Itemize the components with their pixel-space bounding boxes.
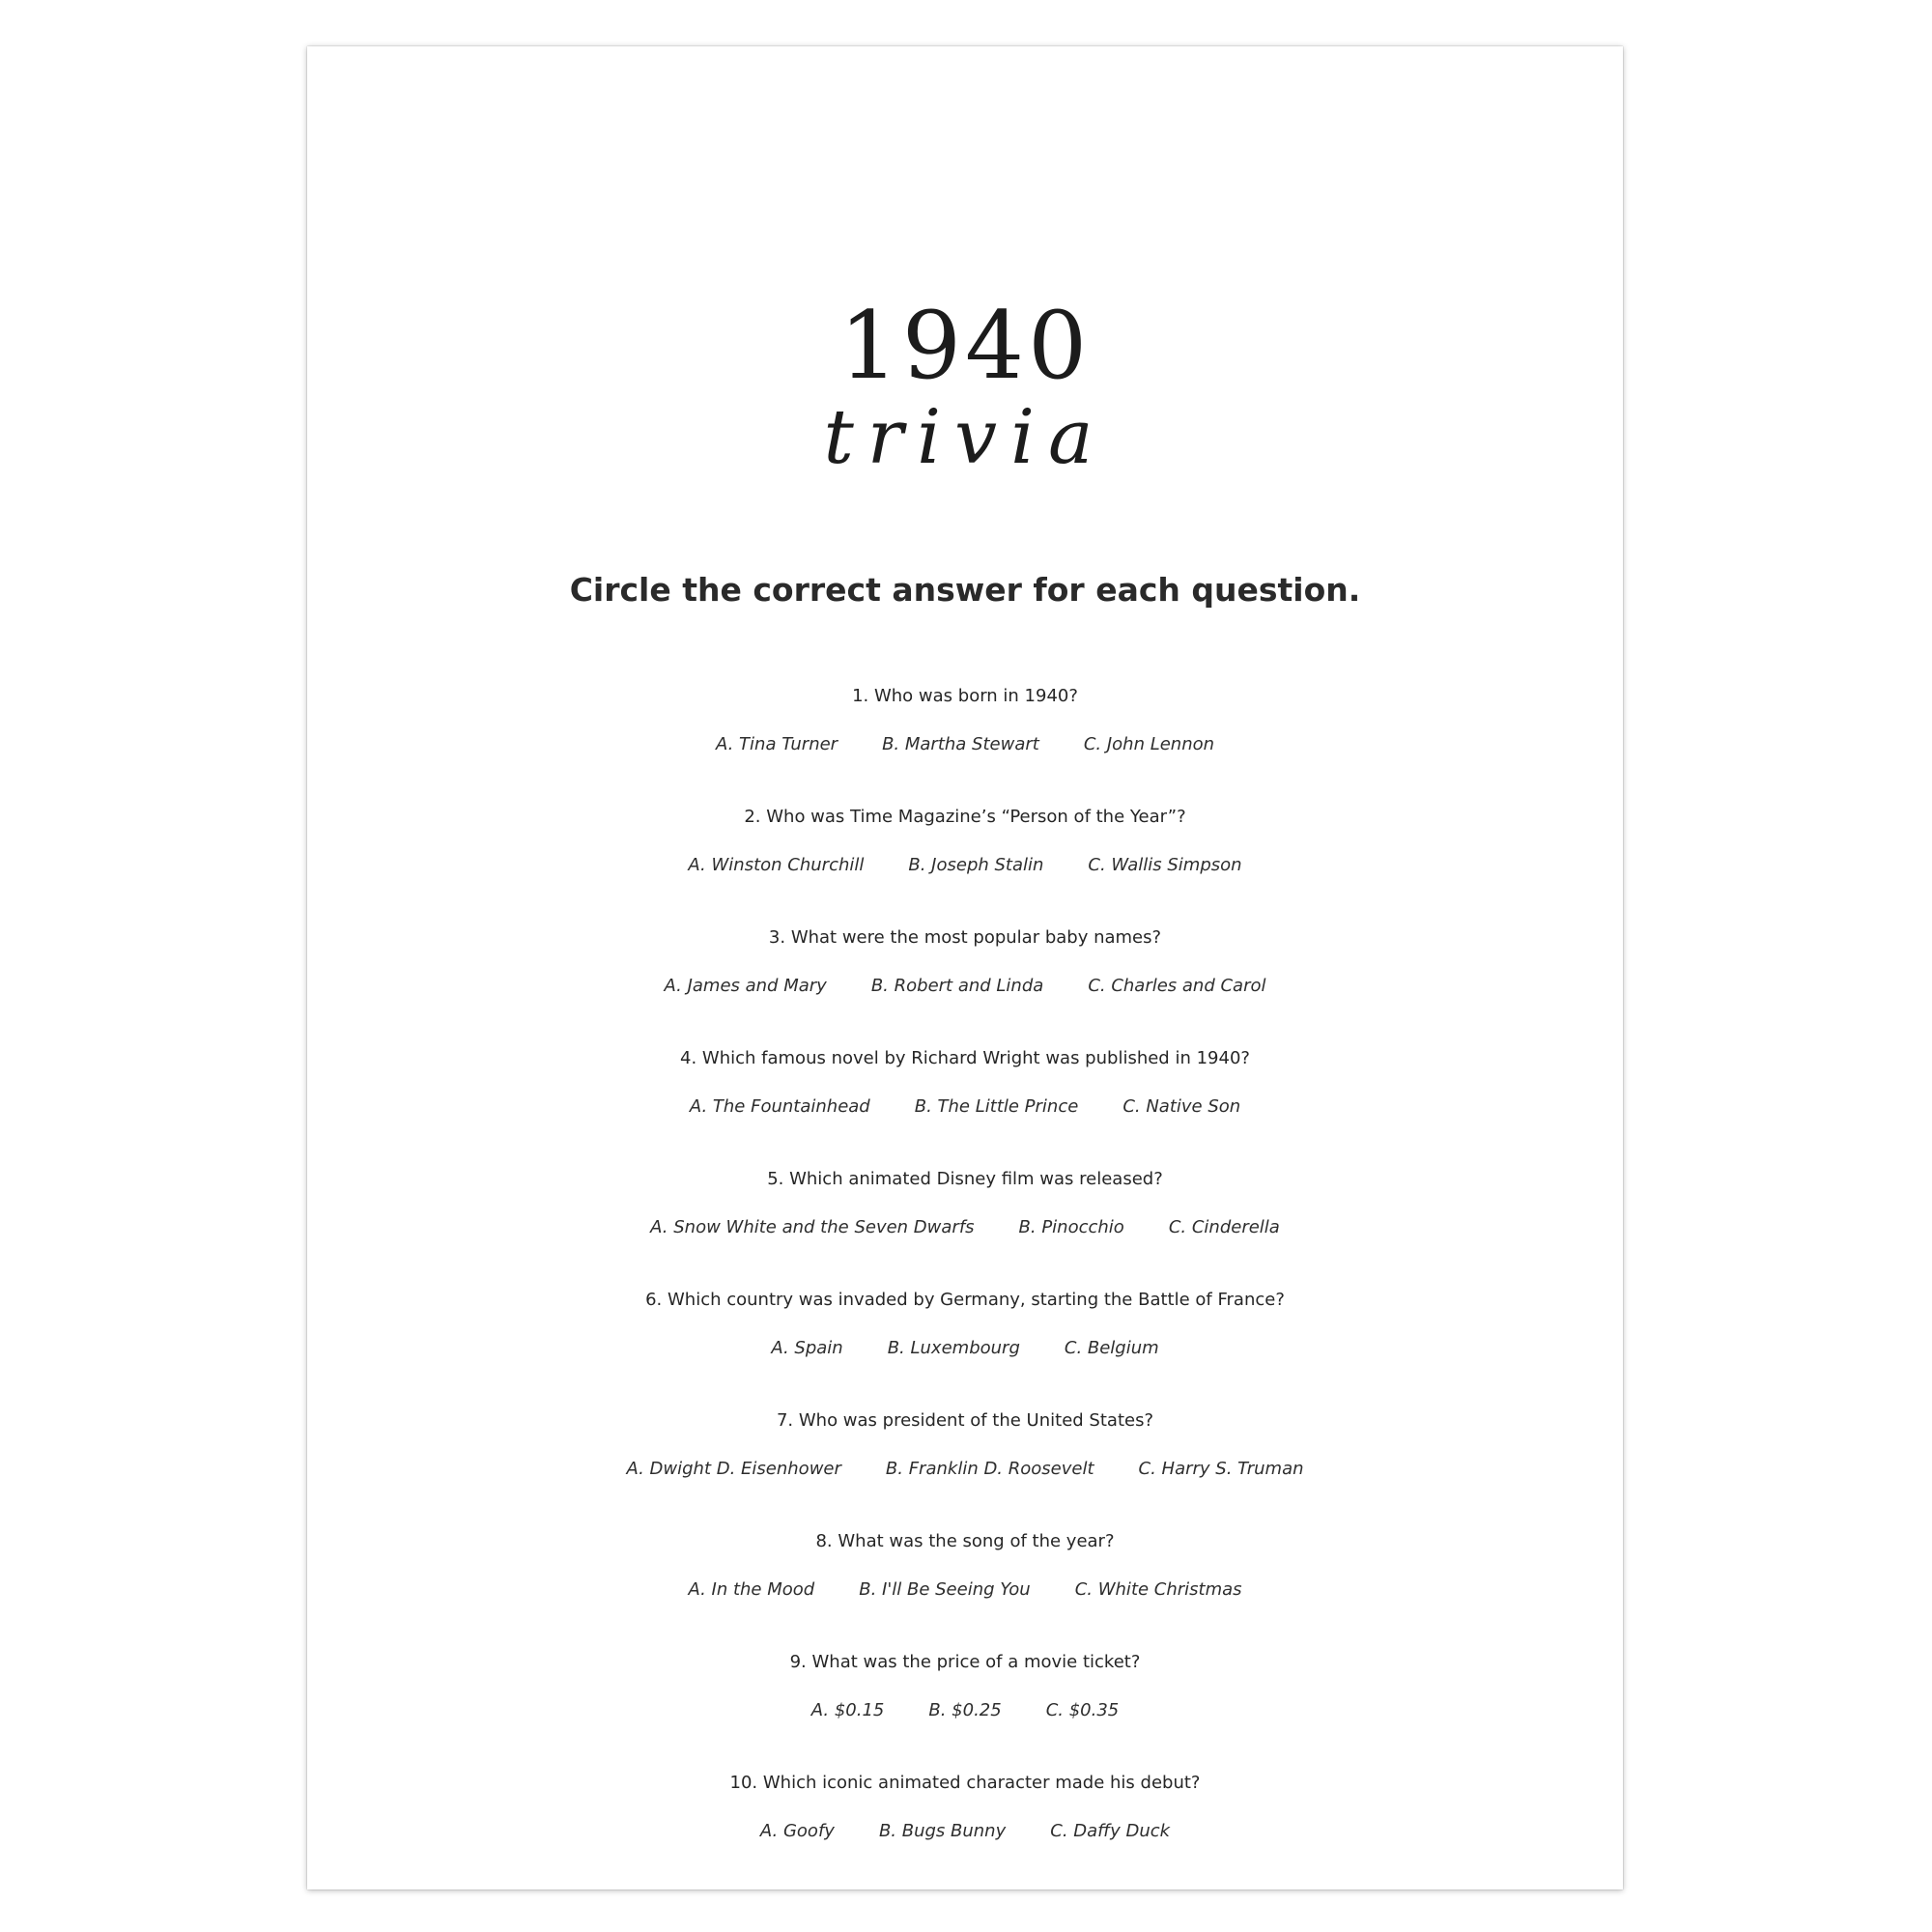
- answer-row: [307, 1083, 1623, 1131]
- question-text: 9. What was the price of a movie ticket?: [789, 1652, 1141, 1672]
- answer-option[interactable]: C. Daffy Duck: [1050, 1821, 1171, 1841]
- answer-row: [307, 1324, 1623, 1373]
- question-text: 6. Which country was invaded by Germany, starting the Battle of France?: [645, 1290, 1285, 1310]
- question-text: 7. Who was president of the United States?: [776, 1410, 1154, 1431]
- question-6: [307, 1276, 1623, 1397]
- answer-option[interactable]: A. Winston Churchill: [688, 855, 865, 875]
- answer-option[interactable]: B. Bugs Bunny: [878, 1821, 1007, 1841]
- answer-row: [307, 841, 1623, 890]
- answer-option[interactable]: B. Joseph Stalin: [908, 855, 1044, 875]
- answer-option[interactable]: C. Belgium: [1064, 1338, 1159, 1358]
- answer-row: [307, 721, 1623, 769]
- answer-row: [307, 1445, 1623, 1493]
- question-text: 10. Which iconic animated character made his debut?: [729, 1773, 1201, 1793]
- answer-option[interactable]: B. Robert and Linda: [870, 976, 1044, 996]
- question-text: 2. Who was Time Magazine’s “Person of the Year”?: [744, 807, 1186, 827]
- instructions: Circle the correct answer for each question.: [569, 571, 1361, 609]
- question-4: [307, 1035, 1623, 1155]
- question-3: [307, 914, 1623, 1035]
- answer-option[interactable]: A. The Fountainhead: [689, 1096, 870, 1117]
- question-text: 8. What was the song of the year?: [815, 1531, 1115, 1551]
- question-list: [307, 672, 1623, 1880]
- answer-option[interactable]: A. Snow White and the Seven Dwarfs: [650, 1217, 975, 1237]
- answer-option[interactable]: B. I'll Be Seeing You: [859, 1579, 1031, 1600]
- answer-row: [307, 1687, 1623, 1735]
- title-year: 1940: [838, 292, 1092, 400]
- answer-option[interactable]: C. Harry S. Truman: [1138, 1459, 1304, 1479]
- title-script: trivia: [823, 394, 1107, 481]
- answer-option[interactable]: C. $0.35: [1045, 1700, 1120, 1720]
- answer-option[interactable]: A. In the Mood: [688, 1579, 815, 1600]
- answer-option[interactable]: B. Martha Stewart: [882, 734, 1039, 754]
- answer-option[interactable]: A. $0.15: [810, 1700, 885, 1720]
- question-2: [307, 793, 1623, 914]
- answer-option[interactable]: B. Pinocchio: [1018, 1217, 1124, 1237]
- answer-option[interactable]: A. Goofy: [759, 1821, 835, 1841]
- question-text: 5. Which animated Disney film was released?: [767, 1169, 1163, 1189]
- question-5: [307, 1155, 1623, 1276]
- question-text: 3. What were the most popular baby names?: [768, 927, 1162, 948]
- answer-option[interactable]: B. $0.25: [928, 1700, 1002, 1720]
- answer-option[interactable]: A. Dwight D. Eisenhower: [626, 1459, 841, 1479]
- answer-option[interactable]: C. Wallis Simpson: [1088, 855, 1242, 875]
- answer-option[interactable]: A. James and Mary: [664, 976, 827, 996]
- question-text: 1. Who was born in 1940?: [852, 686, 1078, 706]
- answer-option[interactable]: C. Charles and Carol: [1088, 976, 1266, 996]
- question-9: [307, 1638, 1623, 1759]
- answer-option[interactable]: B. Luxembourg: [887, 1338, 1020, 1358]
- answer-row: [307, 962, 1623, 1010]
- answer-option[interactable]: B. Franklin D. Roosevelt: [885, 1459, 1094, 1479]
- answer-option[interactable]: A. Tina Turner: [715, 734, 838, 754]
- question-10: [307, 1759, 1623, 1880]
- question-text: 4. Which famous novel by Richard Wright was published in 1940?: [680, 1048, 1250, 1068]
- answer-option[interactable]: C. Native Son: [1122, 1096, 1241, 1117]
- answer-option[interactable]: C. White Christmas: [1074, 1579, 1242, 1600]
- answer-option[interactable]: A. Spain: [771, 1338, 843, 1358]
- question-1: [307, 672, 1623, 793]
- trivia-card: [307, 46, 1623, 1889]
- answer-option[interactable]: C. Cinderella: [1168, 1217, 1280, 1237]
- answer-row: [307, 1566, 1623, 1614]
- answer-option[interactable]: C. John Lennon: [1083, 734, 1215, 754]
- answer-row: [307, 1807, 1623, 1856]
- answer-row: [307, 1204, 1623, 1252]
- question-8: [307, 1518, 1623, 1638]
- question-7: [307, 1397, 1623, 1518]
- answer-option[interactable]: B. The Little Prince: [914, 1096, 1079, 1117]
